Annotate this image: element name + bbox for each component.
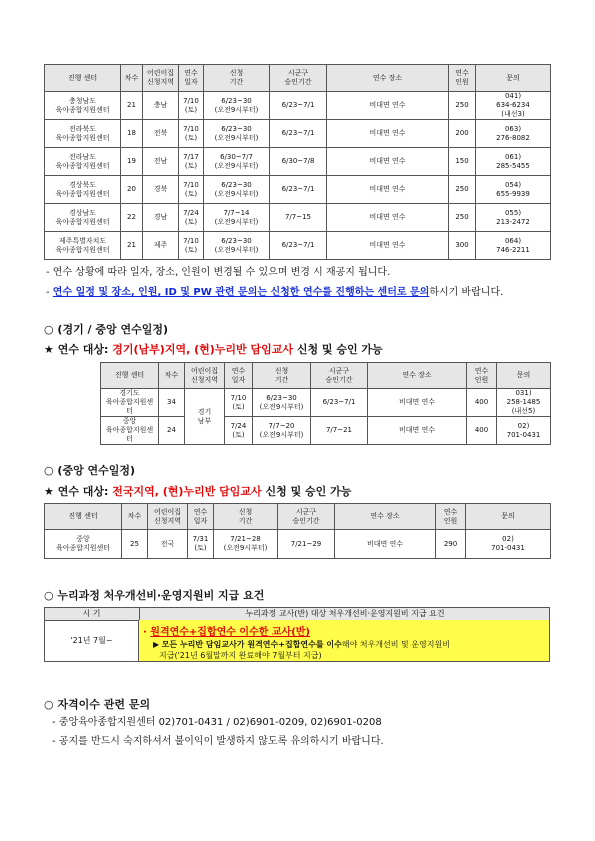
header-date: 연수 일자 [225,363,253,389]
nuri-requirement-line2 [153,639,450,650]
cell-capacity: 200 [449,120,476,148]
cell-approval-period: 7/21~29 [278,530,335,559]
cell-region: 전국 [148,530,188,559]
cell-place: 비대면 연수 [368,389,467,417]
cell-place: 비대면 연수 [327,92,449,120]
table-header-row [45,504,551,530]
table-row [45,92,551,120]
cell-contact: 063) 276-8082 [476,120,551,148]
cell-round: 21 [121,92,143,120]
cell-round: 34 [159,389,185,417]
header-place: 연수 장소 [327,65,449,92]
nuri-col-requirement: 누리과정 교사(반) 대상 처우개선비·운영지원비 지급 요건 [139,608,550,620]
cell-place: 비대면 연수 [335,530,436,559]
header-region: 어린이집 신청지역 [148,504,188,530]
table-row [45,120,551,148]
nuri-requirement-line3: 지급('21년 6월말까지 완료해야 7월부터 지급) [159,651,322,660]
cell-place: 비대면 연수 [368,417,467,445]
cell-apply-period: 6/30~7/7 (오전9시부터) [204,148,270,176]
cell-center: 중앙 육아종합지원센터 [101,417,159,445]
central-heading: ○ (중앙 연수일정) [44,464,136,477]
cell-round: 18 [121,120,143,148]
nuri-requirements-row [44,620,550,662]
central-schedule-table [44,503,551,559]
cell-region: 충남 [143,92,179,120]
cell-contact: 064) 746-2211 [476,232,551,260]
cell-contact: 02) 701-0431 [497,417,551,445]
cell-center: 전라북도 육아종합지원센터 [45,120,121,148]
cell-date: 7/17 (토) [179,148,204,176]
header-approval-period: 시군구 승인기간 [311,363,368,389]
cell-date: 7/24 (토) [179,204,204,232]
central-target-prefix: ★ 연수 대상: [44,485,113,498]
table-row [101,417,551,445]
inquiry-note [46,286,503,299]
cell-capacity: 400 [467,389,497,417]
cell-round: 20 [121,176,143,204]
cell-center: 경상남도 육아종합지원센터 [45,204,121,232]
header-capacity: 연수 인원 [436,504,466,530]
table-row [45,148,551,176]
cell-approval-period: 6/23~7/1 [270,92,327,120]
nuri-period-cell: '21년 7월~ [45,620,139,661]
gyeonggi-heading: ○ (경기 / 중앙 연수일정) [44,323,168,336]
nuri-heading: ○ 누리과정 처우개선비·운영지원비 지급 요건 [44,589,265,602]
regional-schedule-table [44,64,551,260]
cell-center: 중앙 육아종합지원센터 [45,530,122,559]
cell-center: 전라남도 육아종합지원센터 [45,148,121,176]
cell-capacity: 250 [449,92,476,120]
header-place: 연수 장소 [368,363,467,389]
header-approval-period: 시군구 승인기간 [278,504,335,530]
gyeonggi-target-highlight: 경기(남부)지역, (현)누리반 담임교사 [112,343,293,356]
table-header-row [101,363,551,389]
header-capacity: 연수 인원 [449,65,476,92]
nuri-line1-dot: · [143,627,151,638]
cell-region: 전남 [143,148,179,176]
header-center: 진행 센터 [45,65,121,92]
cell-apply-period: 6/23~30 (오전9시부터) [253,389,311,417]
cell-date: 7/24 (토) [225,417,253,445]
table-header-row [45,65,551,92]
cell-place: 비대면 연수 [327,120,449,148]
cell-apply-period: 6/23~30 (오전9시부터) [204,92,270,120]
cell-place: 비대면 연수 [327,148,449,176]
cell-date: 7/10 (토) [179,92,204,120]
nuri-requirements-table [44,607,550,662]
inquiry-note-prefix: - [46,287,53,298]
contact-phone-line: - 중앙육아종합지원센터 02)701-0431 / 02)6901-0209, 02)6901-0208 [52,717,382,728]
nuri-col-period: 시 기 [82,609,101,618]
schedule-change-note: - 연수 상황에 따라 일자, 장소, 인원이 변경될 수 있으며 변경 시 재공지 됩니다. [46,267,391,278]
header-round: 차수 [122,504,148,530]
central-target-highlight: 전국지역, (현)누리반 담임교사 [112,485,262,498]
nuri-requirements-header [44,607,550,621]
table-row [101,389,551,417]
cell-round: 24 [159,417,185,445]
gyeonggi-schedule-table [100,362,551,445]
header-center: 진행 센터 [101,363,159,389]
header-apply-period: 신청 기간 [214,504,278,530]
cell-capacity: 150 [449,148,476,176]
nuri-line2-bold: 모든 누리반 담임교사가 원격연수+집합연수를 이수 [161,640,342,649]
cell-approval-period: 7/7~21 [311,417,368,445]
nuri-line1-text: 원격연수+집합연수 이수한 교사(반) [150,627,311,638]
cell-center: 경상북도 육아종합지원센터 [45,176,121,204]
cell-capacity: 250 [449,176,476,204]
cell-contact: 061) 285-5455 [476,148,551,176]
cell-round: 25 [122,530,148,559]
header-contact: 문의 [497,363,551,389]
cell-contact: 055) 213-2472 [476,204,551,232]
cell-date: 7/10 (토) [179,232,204,260]
header-center: 진행 센터 [45,504,122,530]
cell-round: 22 [121,204,143,232]
inquiry-note-highlight: 연수 일정 및 장소, 인원, ID 및 PW 관련 문의는 신청한 연수를 진행하는 센터로 문의 [52,287,430,298]
header-region: 어린이집 신청지역 [143,65,179,92]
cell-apply-period: 7/21~28 (오전9시부터) [214,530,278,559]
header-round: 차수 [159,363,185,389]
central-target [44,483,351,499]
table-row [45,530,551,559]
table-row [45,232,551,260]
nuri-requirement-cell [139,620,549,661]
cell-place: 비대면 연수 [327,204,449,232]
cell-contact: 041) 634-6234 (내선3) [476,92,551,120]
table-row [45,204,551,232]
header-capacity: 연수 인원 [467,363,497,389]
cell-region-merged: 경기 남부 [185,389,225,445]
contact-heading: ○ 자격이수 관련 문의 [44,698,151,711]
central-target-suffix: 신청 및 승인 가능 [261,485,352,498]
cell-capacity: 290 [436,530,466,559]
cell-capacity: 400 [467,417,497,445]
cell-contact: 031) 258-1485 (내선5) [497,389,551,417]
cell-approval-period: 7/7~15 [270,204,327,232]
cell-approval-period: 6/30~7/8 [270,148,327,176]
cell-apply-period: 6/23~30 (오전9시부터) [204,232,270,260]
triangle-bullet-icon: ▶ [153,640,162,649]
cell-contact: 054) 655-9939 [476,176,551,204]
nuri-requirement-line1 [143,623,310,638]
cell-approval-period: 6/23~7/1 [270,176,327,204]
gyeonggi-target-prefix: ★ 연수 대상: [44,343,113,356]
header-region: 어린이집 신청지역 [185,363,225,389]
cell-region: 전북 [143,120,179,148]
cell-date: 7/10 (토) [179,120,204,148]
cell-apply-period: 6/23~30 (오전9시부터) [204,176,270,204]
cell-apply-period: 7/7~14 (오전9시부터) [204,204,270,232]
cell-region: 경북 [143,176,179,204]
header-date: 연수 일자 [179,65,204,92]
cell-date: 7/31 (토) [188,530,214,559]
gyeonggi-target-suffix: 신청 및 승인 가능 [292,343,383,356]
cell-place: 비대면 연수 [327,232,449,260]
header-apply-period: 신청 기간 [253,363,311,389]
header-contact: 문의 [466,504,551,530]
cell-approval-period: 6/23~7/1 [270,232,327,260]
header-approval-period: 시군구 승인기간 [270,65,327,92]
cell-place: 비대면 연수 [327,176,449,204]
cell-region: 경남 [143,204,179,232]
cell-center: 충청남도 육아종합지원센터 [45,92,121,120]
header-round: 차수 [121,65,143,92]
header-date: 연수 일자 [188,504,214,530]
cell-capacity: 250 [449,204,476,232]
cell-apply-period: 6/23~30 (오전9시부터) [204,120,270,148]
cell-date: 7/10 (토) [179,176,204,204]
cell-region: 제주 [143,232,179,260]
nuri-line2-rest: 해야 처우개선비 및 운영지원비 [341,640,450,649]
cell-capacity: 300 [449,232,476,260]
header-place: 연수 장소 [335,504,436,530]
cell-center: 경기도 육아종합지원센터 [101,389,159,417]
cell-date: 7/10 (토) [225,389,253,417]
cell-apply-period: 7/7~20 (오전9시부터) [253,417,311,445]
header-apply-period: 신청 기간 [204,65,270,92]
cell-round: 21 [121,232,143,260]
gyeonggi-target [44,341,383,357]
inquiry-note-suffix: 하시기 바랍니다. [429,287,504,298]
cell-approval-period: 6/23~7/1 [270,120,327,148]
table-row [45,176,551,204]
cell-round: 19 [121,148,143,176]
cell-approval-period: 6/23~7/1 [311,389,368,417]
cell-contact: 02) 701-0431 [466,530,551,559]
contact-warning-line: - 공지를 반드시 숙지하셔서 불이익이 발생하지 않도록 유의하시기 바랍니다. [52,736,384,747]
header-contact: 문의 [476,65,551,92]
cell-center: 제주특별자치도 육아종합지원센터 [45,232,121,260]
